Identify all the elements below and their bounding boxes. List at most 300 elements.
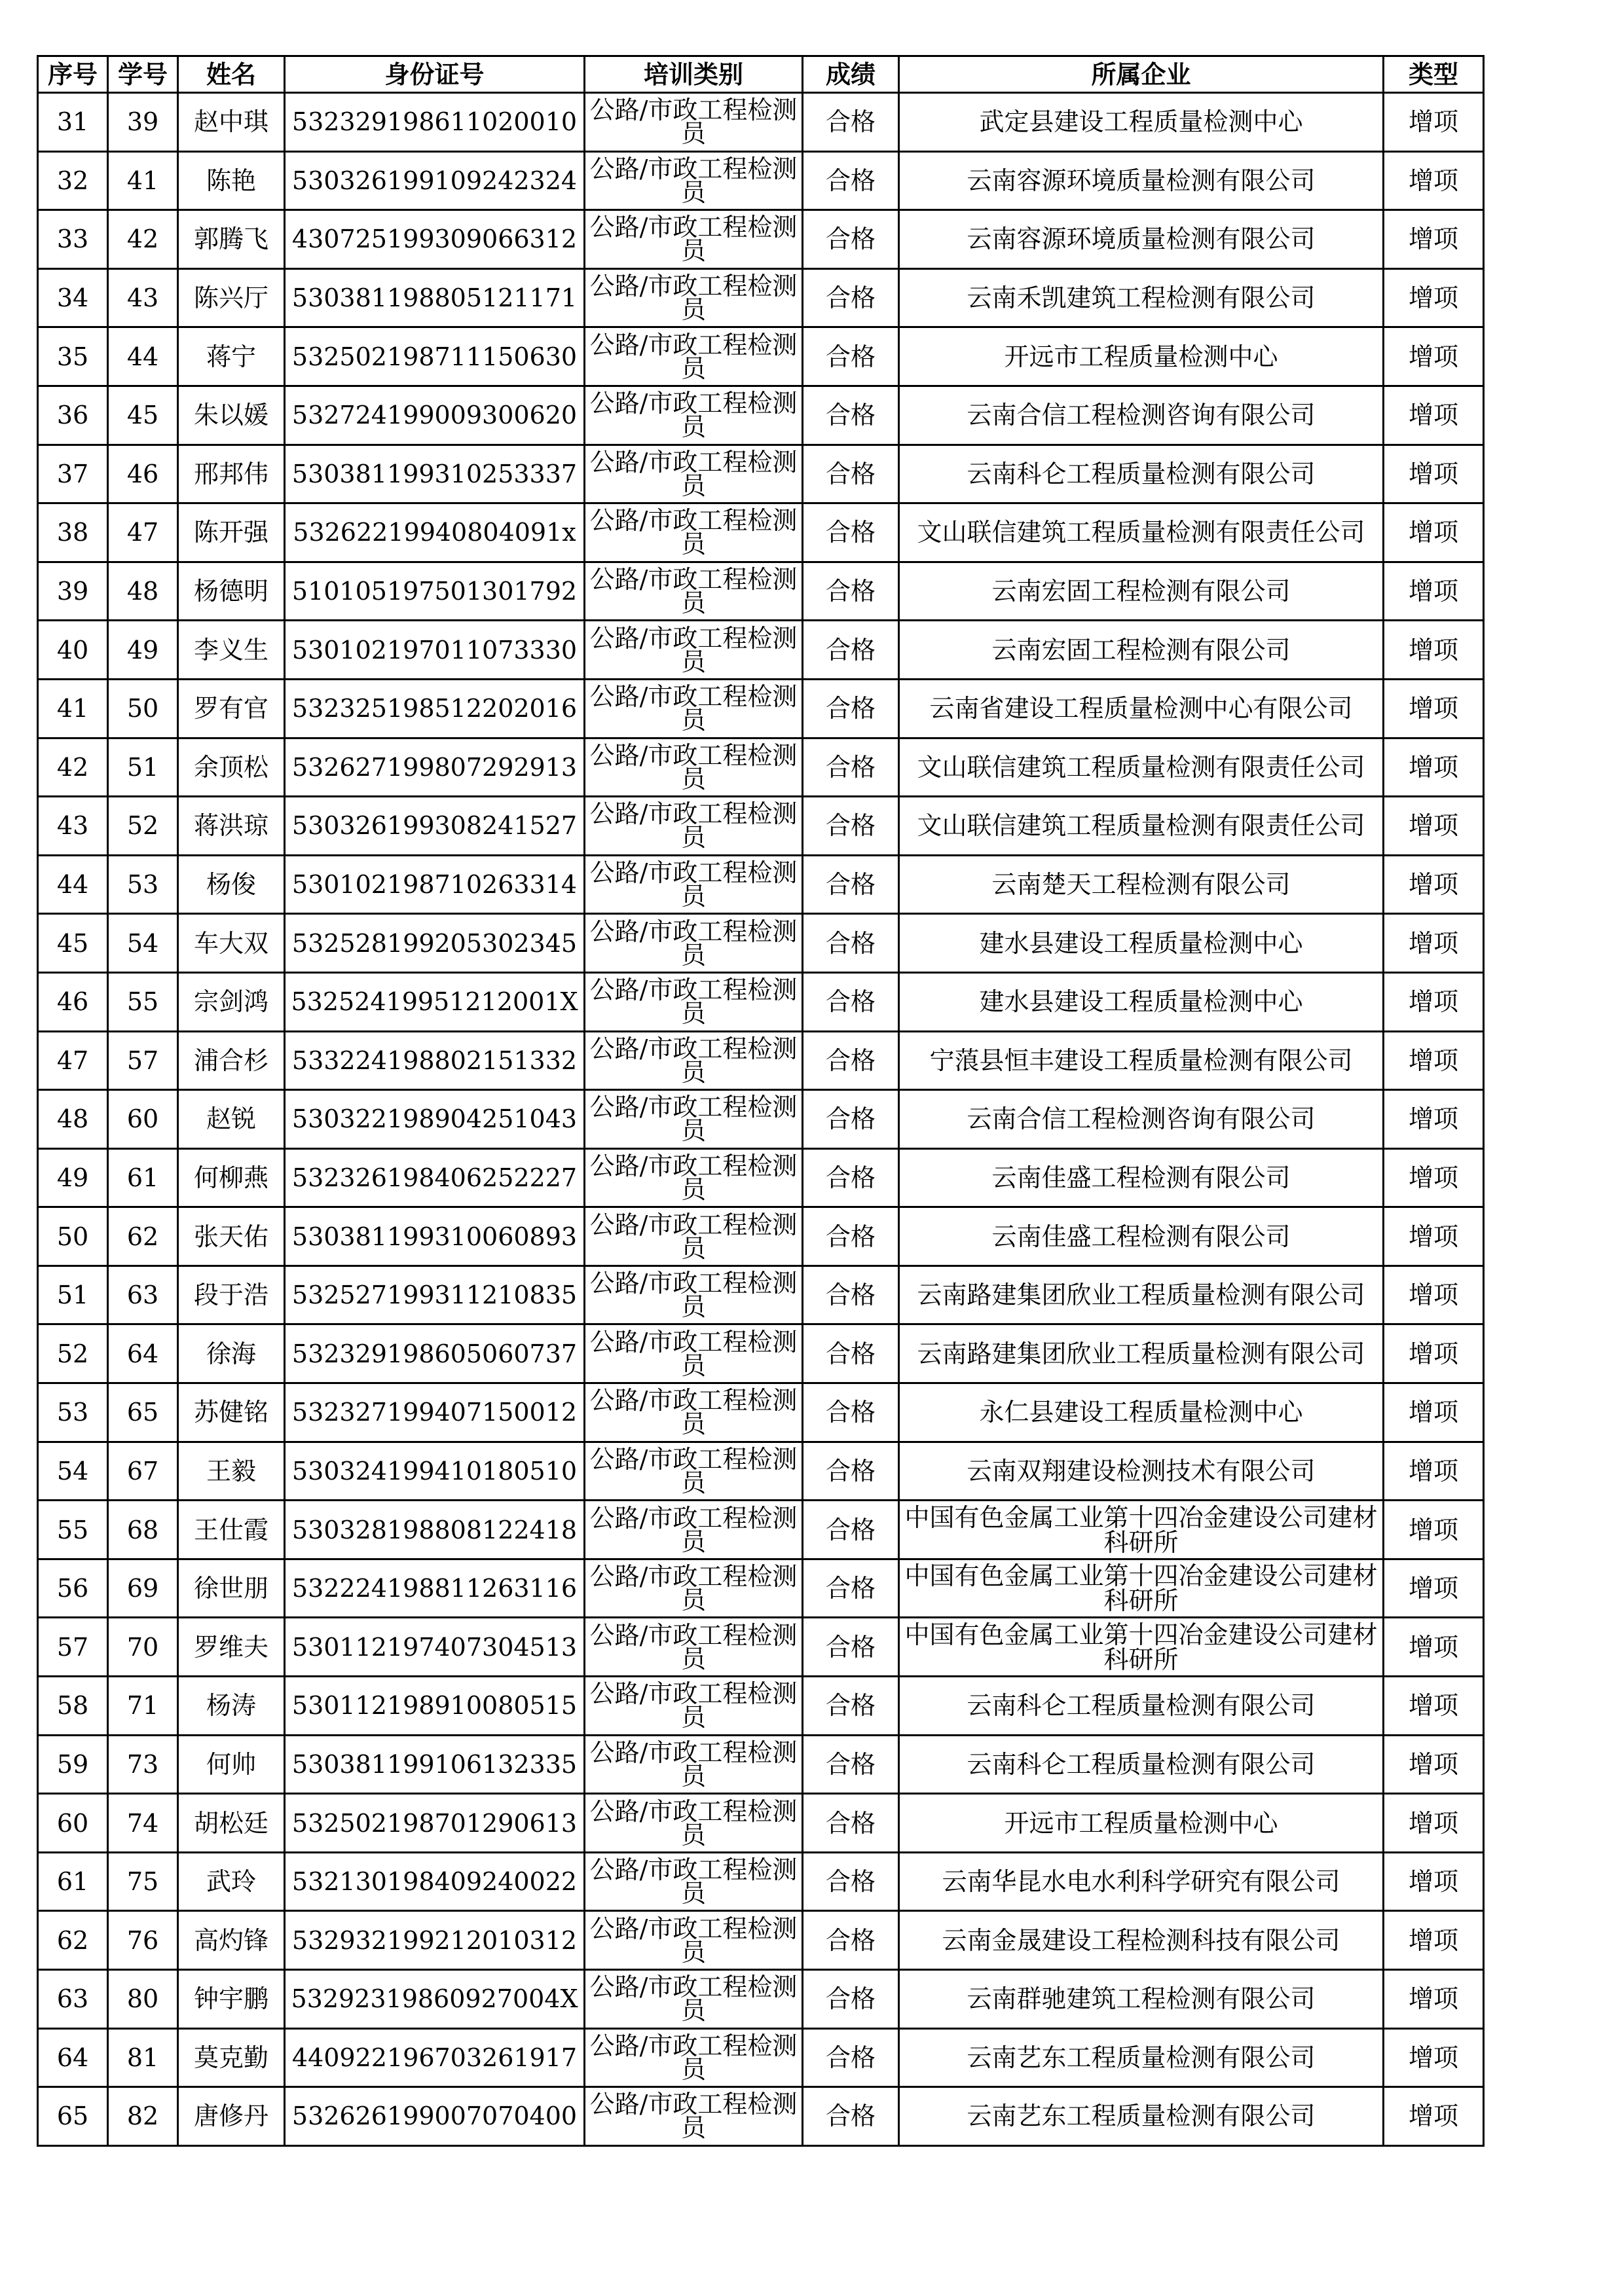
student-no-cell: 39 [108, 93, 178, 152]
seq-cell: 57 [38, 1618, 108, 1677]
table-row [38, 151, 1484, 210]
company-cell: 云南艺东工程质量检测有限公司 [899, 2087, 1384, 2146]
seq-cell: 36 [38, 386, 108, 445]
company-cell: 文山联信建筑工程质量检测有限责任公司 [899, 797, 1384, 856]
category-cell: 增项 [1384, 210, 1484, 269]
student-no-cell: 68 [108, 1501, 178, 1559]
student-no-cell: 80 [108, 1970, 178, 2029]
result-cell: 合格 [803, 1383, 899, 1442]
student-no-cell: 54 [108, 914, 178, 973]
result-cell: 合格 [803, 1031, 899, 1090]
name-cell: 苏健铭 [178, 1383, 285, 1442]
id-number-cell: 532326198406252227 [285, 1148, 585, 1207]
training-type-cell: 公路/市政工程检测员 [585, 1677, 803, 1736]
id-number-cell: 532502198711150630 [285, 327, 585, 386]
result-cell: 合格 [803, 1501, 899, 1559]
id-number-cell: 532724199009300620 [285, 386, 585, 445]
company-cell: 云南省建设工程质量检测中心有限公司 [899, 679, 1384, 738]
table-row [38, 1970, 1484, 2029]
table-row [38, 1090, 1484, 1149]
name-cell: 郭腾飞 [178, 210, 285, 269]
table-row [38, 1618, 1484, 1677]
name-cell: 李义生 [178, 621, 285, 680]
result-cell: 合格 [803, 1970, 899, 2029]
id-number-cell: 530328198808122418 [285, 1501, 585, 1559]
category-cell: 增项 [1384, 151, 1484, 210]
result-cell: 合格 [803, 1148, 899, 1207]
category-cell: 增项 [1384, 386, 1484, 445]
table-row [38, 972, 1484, 1031]
name-cell: 唐修丹 [178, 2087, 285, 2146]
student-no-cell: 44 [108, 327, 178, 386]
table-row [38, 797, 1484, 856]
id-number-cell: 530381199310253337 [285, 445, 585, 503]
seq-cell: 38 [38, 503, 108, 562]
name-cell: 赵锐 [178, 1090, 285, 1149]
result-cell: 合格 [803, 914, 899, 973]
student-no-cell: 43 [108, 268, 178, 327]
result-cell: 合格 [803, 1677, 899, 1736]
student-no-cell: 76 [108, 1911, 178, 1970]
table-row [38, 1383, 1484, 1442]
student-no-cell: 52 [108, 797, 178, 856]
name-cell: 余顶松 [178, 738, 285, 797]
company-cell: 云南艺东工程质量检测有限公司 [899, 2028, 1384, 2087]
company-cell: 云南科仑工程质量检测有限公司 [899, 1735, 1384, 1794]
id-number-cell: 530324199410180510 [285, 1442, 585, 1501]
seq-cell: 40 [38, 621, 108, 680]
id-number-cell: 532327199407150012 [285, 1383, 585, 1442]
id-number-cell: 532932199212010312 [285, 1911, 585, 1970]
result-cell: 合格 [803, 1911, 899, 1970]
company-cell: 宁蒗县恒丰建设工程质量检测有限公司 [899, 1031, 1384, 1090]
result-cell: 合格 [803, 621, 899, 680]
table-row [38, 1852, 1484, 1911]
training-type-cell: 公路/市政工程检测员 [585, 1207, 803, 1266]
company-cell: 永仁县建设工程质量检测中心 [899, 1383, 1384, 1442]
training-type-cell: 公路/市政工程检测员 [585, 1148, 803, 1207]
id-number-cell: 532325198512202016 [285, 679, 585, 738]
seq-cell: 51 [38, 1266, 108, 1324]
name-cell: 宗剑鸿 [178, 972, 285, 1031]
training-type-cell: 公路/市政工程检测员 [585, 93, 803, 152]
training-type-cell: 公路/市政工程检测员 [585, 679, 803, 738]
result-cell: 合格 [803, 972, 899, 1031]
table-row [38, 679, 1484, 738]
category-cell: 增项 [1384, 914, 1484, 973]
category-cell: 增项 [1384, 679, 1484, 738]
id-number-cell: 530322198904251043 [285, 1090, 585, 1149]
student-no-cell: 63 [108, 1266, 178, 1324]
training-type-cell: 公路/市政工程检测员 [585, 1031, 803, 1090]
company-cell: 云南路建集团欣业工程质量检测有限公司 [899, 1324, 1384, 1383]
id-number-cell: 430725199309066312 [285, 210, 585, 269]
table-row [38, 1677, 1484, 1736]
category-cell: 增项 [1384, 855, 1484, 914]
table-row [38, 1031, 1484, 1090]
id-number-cell: 530381198805121171 [285, 268, 585, 327]
name-cell: 何柳燕 [178, 1148, 285, 1207]
category-cell: 增项 [1384, 972, 1484, 1031]
seq-cell: 43 [38, 797, 108, 856]
result-cell: 合格 [803, 386, 899, 445]
student-no-cell: 51 [108, 738, 178, 797]
name-cell: 钟宇鹏 [178, 1970, 285, 2029]
training-type-cell: 公路/市政工程检测员 [585, 1911, 803, 1970]
seq-cell: 50 [38, 1207, 108, 1266]
name-cell: 蒋宁 [178, 327, 285, 386]
seq-cell: 56 [38, 1559, 108, 1618]
company-cell: 文山联信建筑工程质量检测有限责任公司 [899, 503, 1384, 562]
seq-cell: 52 [38, 1324, 108, 1383]
company-cell: 云南华昆水电水利科学研究有限公司 [899, 1852, 1384, 1911]
training-type-cell: 公路/市政工程检测员 [585, 1501, 803, 1559]
table-row [38, 621, 1484, 680]
name-cell: 王毅 [178, 1442, 285, 1501]
company-cell: 云南路建集团欣业工程质量检测有限公司 [899, 1266, 1384, 1324]
company-cell: 云南合信工程检测咨询有限公司 [899, 1090, 1384, 1149]
category-cell: 增项 [1384, 1559, 1484, 1618]
training-type-cell: 公路/市政工程检测员 [585, 972, 803, 1031]
seq-cell: 41 [38, 679, 108, 738]
name-cell: 高灼锋 [178, 1911, 285, 1970]
student-no-cell: 81 [108, 2028, 178, 2087]
result-cell: 合格 [803, 1207, 899, 1266]
header-name: 姓名 [178, 56, 285, 93]
result-cell: 合格 [803, 327, 899, 386]
training-type-cell: 公路/市政工程检测员 [585, 151, 803, 210]
seq-cell: 31 [38, 93, 108, 152]
seq-cell: 48 [38, 1090, 108, 1149]
result-cell: 合格 [803, 1266, 899, 1324]
training-type-cell: 公路/市政工程检测员 [585, 1735, 803, 1794]
student-no-cell: 49 [108, 621, 178, 680]
seq-cell: 34 [38, 268, 108, 327]
seq-cell: 53 [38, 1383, 108, 1442]
company-cell: 云南容源环境质量检测有限公司 [899, 151, 1384, 210]
training-type-cell: 公路/市政工程检测员 [585, 1266, 803, 1324]
company-cell: 云南佳盛工程检测有限公司 [899, 1207, 1384, 1266]
header-category: 类型 [1384, 56, 1484, 93]
table-row [38, 1794, 1484, 1853]
training-type-cell: 公路/市政工程检测员 [585, 1794, 803, 1853]
training-type-cell: 公路/市政工程检测员 [585, 1852, 803, 1911]
category-cell: 增项 [1384, 1852, 1484, 1911]
result-cell: 合格 [803, 2087, 899, 2146]
id-number-cell: 530102197011073330 [285, 621, 585, 680]
table-row [38, 327, 1484, 386]
id-number-cell: 510105197501301792 [285, 562, 585, 621]
category-cell: 增项 [1384, 445, 1484, 503]
table-row [38, 738, 1484, 797]
seq-cell: 59 [38, 1735, 108, 1794]
training-type-cell: 公路/市政工程检测员 [585, 386, 803, 445]
seq-cell: 45 [38, 914, 108, 973]
company-cell: 云南双翔建设检测技术有限公司 [899, 1442, 1384, 1501]
category-cell: 增项 [1384, 1501, 1484, 1559]
table-row [38, 1324, 1484, 1383]
result-cell: 合格 [803, 1618, 899, 1677]
company-cell: 云南金晟建设工程检测科技有限公司 [899, 1911, 1384, 1970]
company-cell: 云南科仑工程质量检测有限公司 [899, 1677, 1384, 1736]
seq-cell: 58 [38, 1677, 108, 1736]
id-number-cell: 532527199311210835 [285, 1266, 585, 1324]
student-no-cell: 61 [108, 1148, 178, 1207]
training-type-cell: 公路/市政工程检测员 [585, 914, 803, 973]
student-no-cell: 74 [108, 1794, 178, 1853]
id-number-cell: 533224198802151332 [285, 1031, 585, 1090]
result-cell: 合格 [803, 1852, 899, 1911]
student-no-cell: 71 [108, 1677, 178, 1736]
category-cell: 增项 [1384, 621, 1484, 680]
id-number-cell: 532627199807292913 [285, 738, 585, 797]
table-row [38, 93, 1484, 152]
name-cell: 邢邦伟 [178, 445, 285, 503]
name-cell: 杨俊 [178, 855, 285, 914]
name-cell: 蒋洪琼 [178, 797, 285, 856]
training-type-cell: 公路/市政工程检测员 [585, 621, 803, 680]
seq-cell: 46 [38, 972, 108, 1031]
header-row [38, 56, 1484, 93]
company-cell: 云南佳盛工程检测有限公司 [899, 1148, 1384, 1207]
table-row [38, 2087, 1484, 2146]
result-cell: 合格 [803, 1559, 899, 1618]
seq-cell: 65 [38, 2087, 108, 2146]
result-cell: 合格 [803, 1324, 899, 1383]
company-cell: 中国有色金属工业第十四冶金建设公司建材科研所 [899, 1559, 1384, 1618]
category-cell: 增项 [1384, 2028, 1484, 2087]
category-cell: 增项 [1384, 1911, 1484, 1970]
student-no-cell: 73 [108, 1735, 178, 1794]
training-type-cell: 公路/市政工程检测员 [585, 503, 803, 562]
table-row [38, 445, 1484, 503]
company-cell: 中国有色金属工业第十四冶金建设公司建材科研所 [899, 1618, 1384, 1677]
student-no-cell: 47 [108, 503, 178, 562]
company-cell: 云南禾凯建筑工程检测有限公司 [899, 268, 1384, 327]
id-number-cell: 530381199310060893 [285, 1207, 585, 1266]
name-cell: 赵中琪 [178, 93, 285, 152]
table-row [38, 210, 1484, 269]
result-cell: 合格 [803, 855, 899, 914]
result-cell: 合格 [803, 445, 899, 503]
training-type-cell: 公路/市政工程检测员 [585, 1383, 803, 1442]
seq-cell: 44 [38, 855, 108, 914]
seq-cell: 60 [38, 1794, 108, 1853]
table-row [38, 1735, 1484, 1794]
student-no-cell: 67 [108, 1442, 178, 1501]
company-cell: 云南合信工程检测咨询有限公司 [899, 386, 1384, 445]
company-cell: 云南宏固工程检测有限公司 [899, 621, 1384, 680]
category-cell: 增项 [1384, 1383, 1484, 1442]
table-row [38, 914, 1484, 973]
training-type-cell: 公路/市政工程检测员 [585, 445, 803, 503]
header-seq: 序号 [38, 56, 108, 93]
category-cell: 增项 [1384, 1207, 1484, 1266]
name-cell: 陈兴厅 [178, 268, 285, 327]
seq-cell: 35 [38, 327, 108, 386]
student-no-cell: 55 [108, 972, 178, 1031]
results-table [37, 55, 1485, 2147]
category-cell: 增项 [1384, 327, 1484, 386]
id-number-cell: 530326199109242324 [285, 151, 585, 210]
student-no-cell: 64 [108, 1324, 178, 1383]
name-cell: 陈开强 [178, 503, 285, 562]
category-cell: 增项 [1384, 1794, 1484, 1853]
seq-cell: 32 [38, 151, 108, 210]
company-cell: 文山联信建筑工程质量检测有限责任公司 [899, 738, 1384, 797]
student-no-cell: 69 [108, 1559, 178, 1618]
table-row [38, 1559, 1484, 1618]
category-cell: 增项 [1384, 738, 1484, 797]
company-cell: 开远市工程质量检测中心 [899, 327, 1384, 386]
category-cell: 增项 [1384, 2087, 1484, 2146]
company-cell: 云南宏固工程检测有限公司 [899, 562, 1384, 621]
name-cell: 罗有官 [178, 679, 285, 738]
student-no-cell: 75 [108, 1852, 178, 1911]
name-cell: 罗维夫 [178, 1618, 285, 1677]
id-number-cell: 440922196703261917 [285, 2028, 585, 2087]
name-cell: 胡松廷 [178, 1794, 285, 1853]
company-cell: 建水县建设工程质量检测中心 [899, 972, 1384, 1031]
training-type-cell: 公路/市政工程检测员 [585, 1090, 803, 1149]
category-cell: 增项 [1384, 503, 1484, 562]
table-row [38, 1266, 1484, 1324]
id-number-cell: 53262219940804091x [285, 503, 585, 562]
seq-cell: 33 [38, 210, 108, 269]
table-row [38, 855, 1484, 914]
seq-cell: 64 [38, 2028, 108, 2087]
name-cell: 杨德明 [178, 562, 285, 621]
table-row [38, 268, 1484, 327]
result-cell: 合格 [803, 797, 899, 856]
category-cell: 增项 [1384, 797, 1484, 856]
header-student-no: 学号 [108, 56, 178, 93]
seq-cell: 55 [38, 1501, 108, 1559]
result-cell: 合格 [803, 1735, 899, 1794]
student-no-cell: 48 [108, 562, 178, 621]
category-cell: 增项 [1384, 1618, 1484, 1677]
name-cell: 车大双 [178, 914, 285, 973]
category-cell: 增项 [1384, 93, 1484, 152]
training-type-cell: 公路/市政工程检测员 [585, 2028, 803, 2087]
training-type-cell: 公路/市政工程检测员 [585, 268, 803, 327]
name-cell: 段于浩 [178, 1266, 285, 1324]
category-cell: 增项 [1384, 1266, 1484, 1324]
result-cell: 合格 [803, 1090, 899, 1149]
company-cell: 中国有色金属工业第十四冶金建设公司建材科研所 [899, 1501, 1384, 1559]
result-cell: 合格 [803, 503, 899, 562]
training-type-cell: 公路/市政工程检测员 [585, 210, 803, 269]
id-number-cell: 53252419951212001X [285, 972, 585, 1031]
name-cell: 杨涛 [178, 1677, 285, 1736]
id-number-cell: 530381199106132335 [285, 1735, 585, 1794]
id-number-cell: 530112197407304513 [285, 1618, 585, 1677]
category-cell: 增项 [1384, 1148, 1484, 1207]
table-row [38, 1501, 1484, 1559]
student-no-cell: 42 [108, 210, 178, 269]
company-cell: 云南楚天工程检测有限公司 [899, 855, 1384, 914]
training-type-cell: 公路/市政工程检测员 [585, 327, 803, 386]
table-row [38, 1442, 1484, 1501]
result-cell: 合格 [803, 210, 899, 269]
id-number-cell: 532329198611020010 [285, 93, 585, 152]
result-cell: 合格 [803, 93, 899, 152]
id-number-cell: 530326199308241527 [285, 797, 585, 856]
seq-cell: 62 [38, 1911, 108, 1970]
student-no-cell: 65 [108, 1383, 178, 1442]
student-no-cell: 50 [108, 679, 178, 738]
result-cell: 合格 [803, 679, 899, 738]
training-type-cell: 公路/市政工程检测员 [585, 1618, 803, 1677]
table-body [38, 93, 1484, 2146]
student-no-cell: 57 [108, 1031, 178, 1090]
student-no-cell: 70 [108, 1618, 178, 1677]
training-type-cell: 公路/市政工程检测员 [585, 855, 803, 914]
student-no-cell: 45 [108, 386, 178, 445]
id-number-cell: 532528199205302345 [285, 914, 585, 973]
student-no-cell: 46 [108, 445, 178, 503]
training-type-cell: 公路/市政工程检测员 [585, 1970, 803, 2029]
name-cell: 王仕霞 [178, 1501, 285, 1559]
seq-cell: 47 [38, 1031, 108, 1090]
training-type-cell: 公路/市政工程检测员 [585, 1442, 803, 1501]
id-number-cell: 530102198710263314 [285, 855, 585, 914]
table-row [38, 503, 1484, 562]
name-cell: 何帅 [178, 1735, 285, 1794]
category-cell: 增项 [1384, 562, 1484, 621]
result-cell: 合格 [803, 2028, 899, 2087]
name-cell: 张天佑 [178, 1207, 285, 1266]
id-number-cell: 532130198409240022 [285, 1852, 585, 1911]
table-row [38, 1911, 1484, 1970]
header-company: 所属企业 [899, 56, 1384, 93]
table-row [38, 562, 1484, 621]
name-cell: 浦合杉 [178, 1031, 285, 1090]
company-cell: 云南科仑工程质量检测有限公司 [899, 445, 1384, 503]
id-number-cell: 53292319860927004X [285, 1970, 585, 2029]
training-type-cell: 公路/市政工程检测员 [585, 562, 803, 621]
student-no-cell: 62 [108, 1207, 178, 1266]
seq-cell: 54 [38, 1442, 108, 1501]
training-type-cell: 公路/市政工程检测员 [585, 797, 803, 856]
company-cell: 开远市工程质量检测中心 [899, 1794, 1384, 1853]
training-type-cell: 公路/市政工程检测员 [585, 1324, 803, 1383]
seq-cell: 39 [38, 562, 108, 621]
category-cell: 增项 [1384, 268, 1484, 327]
id-number-cell: 532626199007070400 [285, 2087, 585, 2146]
company-cell: 云南群驰建筑工程检测有限公司 [899, 1970, 1384, 2029]
name-cell: 徐海 [178, 1324, 285, 1383]
id-number-cell: 530112198910080515 [285, 1677, 585, 1736]
table-row [38, 386, 1484, 445]
category-cell: 增项 [1384, 1970, 1484, 2029]
name-cell: 朱以媛 [178, 386, 285, 445]
training-type-cell: 公路/市政工程检测员 [585, 1559, 803, 1618]
student-no-cell: 41 [108, 151, 178, 210]
result-cell: 合格 [803, 562, 899, 621]
category-cell: 增项 [1384, 1031, 1484, 1090]
category-cell: 增项 [1384, 1442, 1484, 1501]
table-row [38, 1207, 1484, 1266]
name-cell: 徐世朋 [178, 1559, 285, 1618]
student-no-cell: 60 [108, 1090, 178, 1149]
training-type-cell: 公路/市政工程检测员 [585, 738, 803, 797]
category-cell: 增项 [1384, 1677, 1484, 1736]
result-cell: 合格 [803, 268, 899, 327]
student-no-cell: 82 [108, 2087, 178, 2146]
result-cell: 合格 [803, 738, 899, 797]
header-id-number: 身份证号 [285, 56, 585, 93]
